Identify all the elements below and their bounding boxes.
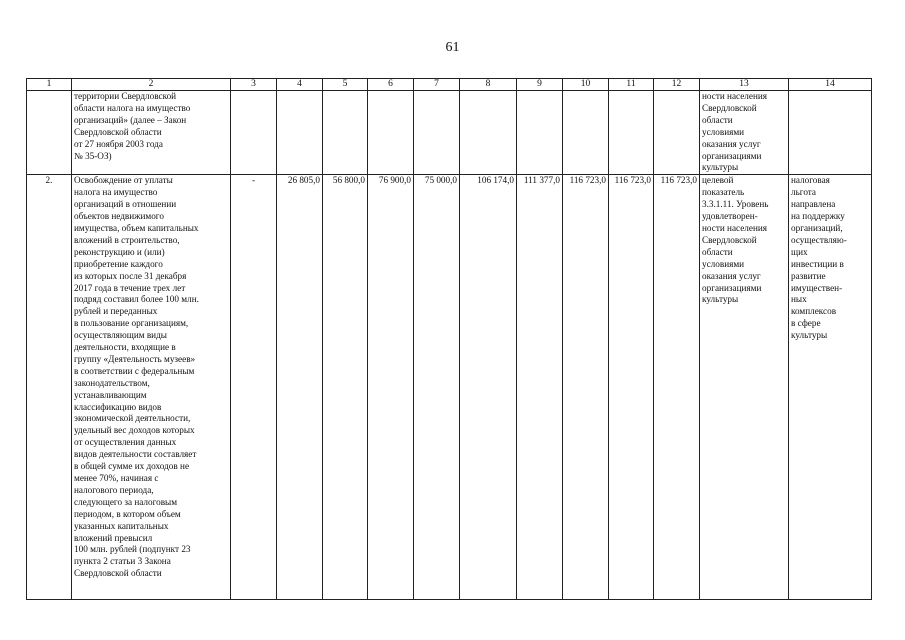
column-header: 11 bbox=[609, 79, 654, 91]
table-cell bbox=[460, 91, 517, 175]
column-number-row bbox=[27, 79, 872, 91]
table-cell: 111 377,0 bbox=[517, 175, 563, 600]
column-header: 1 bbox=[27, 79, 72, 91]
table-cell bbox=[789, 91, 872, 175]
column-header: 5 bbox=[323, 79, 368, 91]
table-cell: 75 000,0 bbox=[414, 175, 460, 600]
column-header: 4 bbox=[277, 79, 323, 91]
table-row bbox=[27, 91, 872, 175]
table-cell: налоговая льгота направлена на поддержку организаций, осуществляю- щих инвестиции в развитие имуществен- ных комплексов в сфере культуры bbox=[789, 175, 872, 600]
table-cell: 116 723,0 bbox=[563, 175, 609, 600]
table-cell: 116 723,0 bbox=[609, 175, 654, 600]
row-number: 2. bbox=[27, 175, 72, 600]
table-cell: 26 805,0 bbox=[277, 175, 323, 600]
column-header: 13 bbox=[700, 79, 789, 91]
column-header: 6 bbox=[368, 79, 414, 91]
table-cell: - bbox=[231, 175, 277, 600]
column-header: 2 bbox=[72, 79, 231, 91]
table-cell bbox=[414, 91, 460, 175]
table-cell: Освобождение от уплаты налога на имущество организаций в отношении объектов недвижимого имущества, объем капитальных вложений в строительство, реконструкцию и (или) приобретение каждого из которых после 31 декабря 2017 года в течение трех лет подряд составил более 100 млн. рублей и переданных в пользование организациям, осуществляющим виды деятельности, входящие в группу «Деятельность музеев» в соответствии с федеральным законодательством, устанавливающим классификацию видов экономической деятельности, удельный вес доходов которых от осуществления данных видов деятельности составляет в общей сумме их доходов не менее 70%, начиная с налогового периода, следующего за налоговым периодом, в котором объем указанных капитальных вложений превысил 100 млн. рублей (подпункт 23 пункта 2 статьи 3 Закона Свердловской области bbox=[72, 175, 231, 600]
table-cell: 56 800,0 bbox=[323, 175, 368, 600]
page-number: 61 bbox=[445, 40, 460, 55]
table-cell: 116 723,0 bbox=[654, 175, 700, 600]
column-header: 8 bbox=[460, 79, 517, 91]
table-cell: 106 174,0 bbox=[460, 175, 517, 600]
table-cell: ности населения Свердловской области условиями оказания услуг организациями культуры bbox=[700, 91, 789, 175]
data-table bbox=[26, 78, 872, 600]
table-cell bbox=[368, 91, 414, 175]
table-cell: 76 900,0 bbox=[368, 175, 414, 600]
table-cell: территории Свердловской области налога на имущество организаций» (далее – Закон Свердловской области от 27 ноября 2003 года № 35-ОЗ) bbox=[72, 91, 231, 175]
table-row bbox=[27, 175, 872, 600]
table-cell bbox=[277, 91, 323, 175]
column-header: 7 bbox=[414, 79, 460, 91]
table-cell bbox=[654, 91, 700, 175]
column-header: 9 bbox=[517, 79, 563, 91]
column-header: 3 bbox=[231, 79, 277, 91]
table-cell bbox=[231, 91, 277, 175]
column-header: 10 bbox=[563, 79, 609, 91]
table-cell: целевой показатель 3.3.1.11. Уровень удовлетворен- ности населения Свердловской области условиями оказания услуг организациями культуры bbox=[700, 175, 789, 600]
table-cell bbox=[609, 91, 654, 175]
table-cell bbox=[517, 91, 563, 175]
table-cell bbox=[323, 91, 368, 175]
table-cell bbox=[563, 91, 609, 175]
column-header: 12 bbox=[654, 79, 700, 91]
table-cell bbox=[27, 91, 72, 175]
column-header: 14 bbox=[789, 79, 872, 91]
